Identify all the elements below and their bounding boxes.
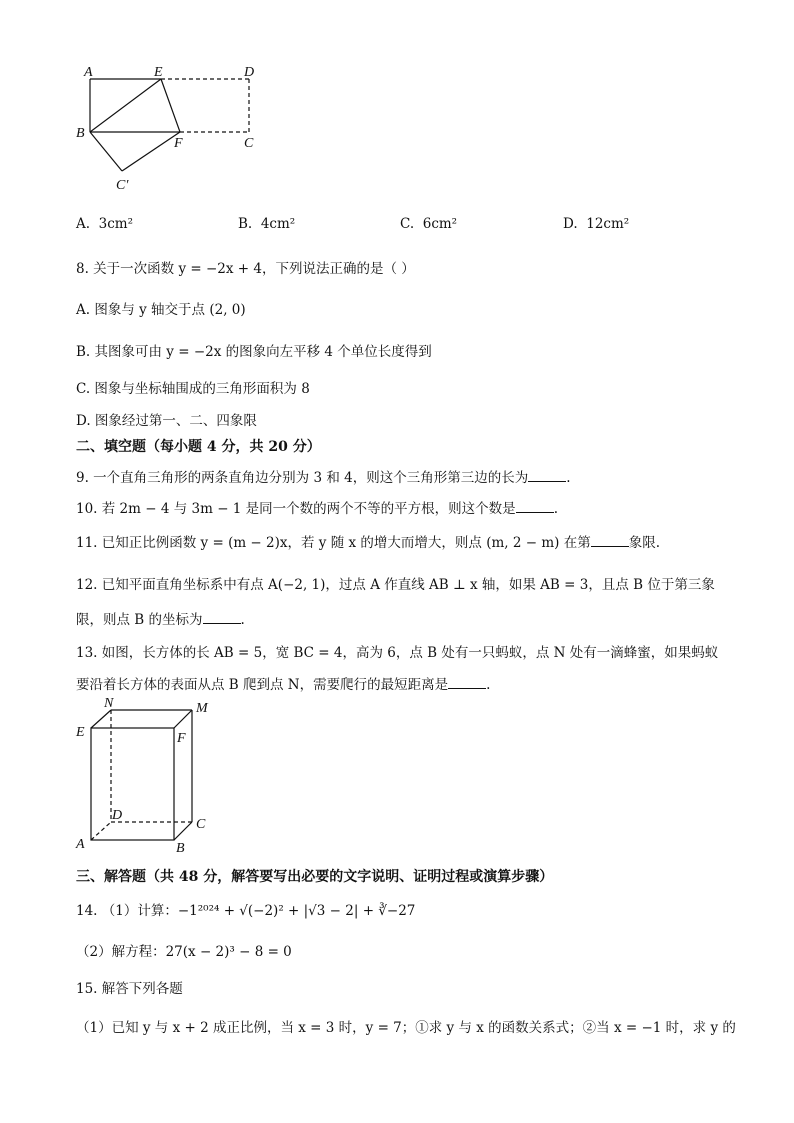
- answer-blank: [516, 500, 554, 513]
- q7-option-b: B. 4cm²: [238, 216, 296, 232]
- q8-option-a: A. 图象与 y 轴交于点 (2, 0): [76, 302, 246, 318]
- point-label-C-prime: C′: [116, 178, 129, 193]
- q8-option-c: C. 图象与坐标轴围成的三角形面积为 8: [76, 381, 310, 397]
- point-label-M: M: [196, 701, 208, 716]
- answer-blank: [448, 676, 486, 689]
- point-label-A: A: [84, 65, 93, 80]
- point-label-E: E: [76, 725, 85, 740]
- point-label-A: A: [76, 837, 85, 852]
- cuboid-figure: [72, 694, 222, 854]
- q8-option-b: B. 其图象可由 y = −2x 的图象向左平移 4 个单位长度得到: [76, 344, 432, 360]
- section-3-title: 三、解答题（共 48 分，解答要写出必要的文字说明、证明过程或演算步骤）: [76, 869, 554, 885]
- point-label-C: C: [196, 817, 206, 832]
- q7-option-a: A. 3cm²: [76, 216, 134, 232]
- q8-option-d: D. 图象经过第一、二、四象限: [76, 413, 257, 429]
- q14-part-2: （2）解方程：27(x − 2)³ − 8 = 0: [76, 944, 292, 960]
- point-label-F: F: [174, 136, 183, 151]
- q12-line-2: 限，则点 B 的坐标为 .: [76, 612, 245, 628]
- q13-line-2: 要沿着长方体的表面从点 B 爬到点 N，需要爬行的最短距离是 .: [76, 677, 491, 693]
- point-label-B: B: [176, 841, 185, 854]
- q15-title: 15. 解答下列各题: [76, 981, 183, 997]
- answer-blank: [203, 611, 241, 624]
- point-label-E: E: [154, 65, 163, 80]
- q8-stem: 8. 关于一次函数 y = −2x + 4，下列说法正确的是（ ）: [76, 261, 415, 277]
- q7-option-d: D. 12cm²: [563, 216, 630, 232]
- q9: 9. 一个直角三角形的两条直角边分别为 3 和 4，则这个三角形第三边的长为 .: [76, 470, 571, 486]
- point-label-D: D: [244, 65, 255, 80]
- answer-blank: [591, 534, 629, 547]
- answer-blank: [528, 469, 566, 482]
- point-label-N: N: [104, 696, 114, 711]
- point-label-C: C: [244, 136, 254, 151]
- q7-option-c: C. 6cm²: [400, 216, 458, 232]
- q14-part-1: 14. （1）计算：−1²⁰²⁴ + √(−2)² + |√3 − 2| + ∛−27: [76, 903, 416, 919]
- q13-line-1: 13. 如图，长方体的长 AB = 5，宽 BC = 4，高为 6，点 B 处有一只蚂蚁，点 N 处有一滴蜂蜜，如果蚂蚁: [76, 645, 719, 661]
- point-label-B: B: [76, 126, 85, 141]
- section-2-title: 二、填空题（每小题 4 分，共 20 分）: [76, 439, 321, 455]
- point-label-F: F: [177, 731, 186, 746]
- q12-line-1: 12. 已知平面直角坐标系中有点 A(−2, 1)，过点 A 作直线 AB ⊥ x 轴，如果 AB = 3，且点 B 位于第三象: [76, 577, 715, 593]
- q15-part-1: （1）已知 y 与 x + 2 成正比例，当 x = 3 时，y = 7；①求 y 与 x 的函数关系式；②当 x = −1 时，求 y 的: [76, 1020, 736, 1036]
- fold-rectangle-figure: [70, 60, 270, 195]
- q10: 10. 若 2m − 4 与 3m − 1 是同一个数的两个不等的平方根，则这个数是 .: [76, 501, 558, 517]
- q11: 11. 已知正比例函数 y = (m − 2)x，若 y 随 x 的增大而增大，则点 (m, 2 − m) 在第 象限.: [76, 535, 660, 551]
- point-label-D: D: [112, 808, 123, 823]
